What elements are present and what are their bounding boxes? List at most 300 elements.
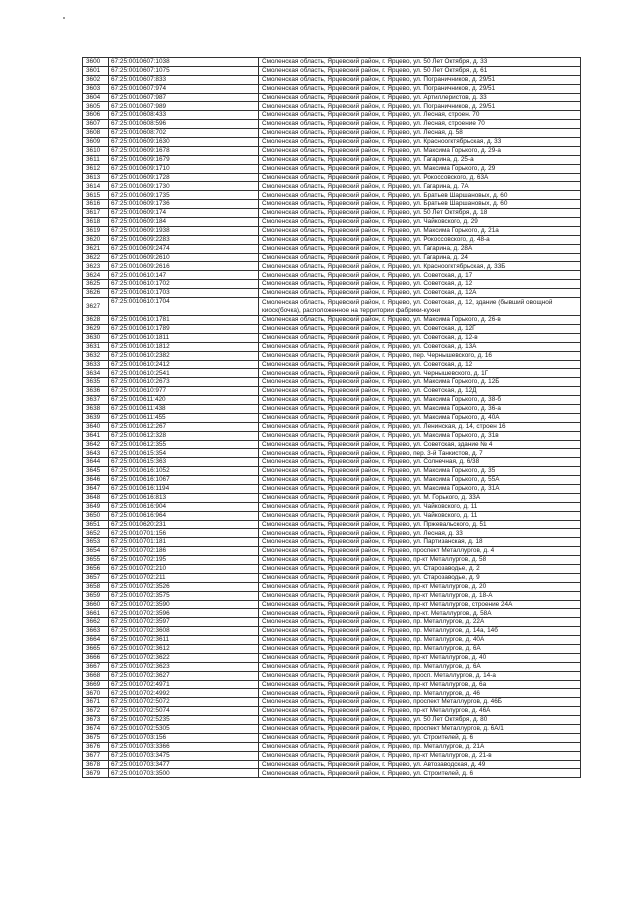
table-row <box>83 751 581 760</box>
cadastral-number-cell: 67:25:0010608:596 <box>109 120 259 129</box>
table-row <box>83 200 581 209</box>
cadastral-number-cell: 67:25:0010616:1194 <box>109 484 259 493</box>
table-row <box>83 58 581 67</box>
address-cell: Смоленская область, Ярцевский район, г. Ярцево, пр. Металлургов, д. 6А <box>259 645 581 654</box>
table-row <box>83 387 581 396</box>
row-number-cell: 3666 <box>83 653 109 662</box>
table-row <box>83 280 581 289</box>
table-row <box>83 493 581 502</box>
address-cell: Смоленская область, Ярцевский район, г. Ярцево, просп. Металлургов, д. 14-а <box>259 671 581 680</box>
table-row <box>83 404 581 413</box>
row-number-cell: 3625 <box>83 280 109 289</box>
row-number-cell: 3647 <box>83 484 109 493</box>
row-number-cell: 3652 <box>83 529 109 538</box>
row-number-cell: 3638 <box>83 404 109 413</box>
table-row <box>83 271 581 280</box>
row-number-cell: 3631 <box>83 342 109 351</box>
address-cell: Смоленская область, Ярцевский район, г. Ярцево, ул. 50 Лет Октября, д. 33 <box>259 58 581 67</box>
table-row <box>83 298 581 316</box>
table-row <box>83 378 581 387</box>
address-cell: Смоленская область, Ярцевский район, г. Ярцево, пр-кт Металлургов, д. 6а <box>259 680 581 689</box>
table-row <box>83 111 581 120</box>
address-cell: Смоленская область, Ярцевский район, г. Ярцево, пр. Металлургов, д. 22А <box>259 618 581 627</box>
cadastral-number-cell: 67:25:0010703:3477 <box>109 760 259 769</box>
address-cell: Смоленская область, Ярцевский район, г. Ярцево, пр-кт Металлургов, д. 18-А <box>259 591 581 600</box>
address-cell: Смоленская область, Ярцевский район, г. Ярцево, пр. Металлургов, д. 21А <box>259 742 581 751</box>
cadastral-number-cell: 67:25:0010610:1703 <box>109 289 259 298</box>
cadastral-number-cell: 67:25:0010702:5305 <box>109 725 259 734</box>
row-number-cell: 3639 <box>83 413 109 422</box>
row-number-cell: 3601 <box>83 66 109 75</box>
cadastral-number-cell: 67:25:0010703:3366 <box>109 742 259 751</box>
cadastral-number-cell: 67:25:0010620:231 <box>109 520 259 529</box>
cadastral-number-cell: 67:25:0010702:3622 <box>109 653 259 662</box>
address-cell: Смоленская область, Ярцевский район, г. Ярцево, пр. Металлургов, д. 6А <box>259 662 581 671</box>
table-row <box>83 529 581 538</box>
row-number-cell: 3668 <box>83 671 109 680</box>
address-cell: Смоленская область, Ярцевский район, г. Ярцево, ул. Максима Горького, д. 38-б <box>259 396 581 405</box>
address-cell: Смоленская область, Ярцевский район, г. Ярцево, ул. Советская, д. 12-в <box>259 333 581 342</box>
address-cell: Смоленская область, Ярцевский район, г. Ярцево, пер. Чернышевского, д. 16 <box>259 351 581 360</box>
cadastral-number-cell: 67:25:0010702:3526 <box>109 582 259 591</box>
row-number-cell: 3655 <box>83 556 109 565</box>
cadastral-number-cell: 67:25:0010610:2541 <box>109 369 259 378</box>
row-number-cell: 3658 <box>83 582 109 591</box>
table-row <box>83 725 581 734</box>
row-number-cell: 3607 <box>83 120 109 129</box>
row-number-cell: 3612 <box>83 164 109 173</box>
row-number-cell: 3603 <box>83 84 109 93</box>
table-row <box>83 609 581 618</box>
cadastral-number-cell: 67:25:0010610:1812 <box>109 342 259 351</box>
cadastral-number-cell: 67:25:0010701:156 <box>109 529 259 538</box>
table-row <box>83 75 581 84</box>
address-cell: Смоленская область, Ярцевский район, г. Ярцево, ул. Рокоссовского, д. 63А <box>259 173 581 182</box>
cadastral-number-cell: 67:25:0010611:420 <box>109 396 259 405</box>
address-cell: Смоленская область, Ярцевский район, г. Ярцево, ул. Рокоссовского, д. 48-а <box>259 235 581 244</box>
row-number-cell: 3630 <box>83 333 109 342</box>
row-number-cell: 3615 <box>83 191 109 200</box>
cadastral-number-cell: 67:25:0010616:813 <box>109 493 259 502</box>
row-number-cell: 3626 <box>83 289 109 298</box>
table-row <box>83 173 581 182</box>
address-cell: Смоленская область, Ярцевский район, г. Ярцево, пр-кт Металлургов, д. 21-в <box>259 751 581 760</box>
address-cell: Смоленская область, Ярцевский район, г. Ярцево, ул. Гагарина, д. 25-а <box>259 155 581 164</box>
address-cell: Смоленская область, Ярцевский район, г. Ярцево, ул. Лесная, д. 58 <box>259 129 581 138</box>
table-row <box>83 84 581 93</box>
row-number-cell: 3624 <box>83 271 109 280</box>
table-row <box>83 582 581 591</box>
address-cell: Смоленская область, Ярцевский район, г. Ярцево, ул. Пограничников, д. 29/51 <box>259 102 581 111</box>
address-cell: Смоленская область, Ярцевский район, г. Ярцево, ул. Чайковского, д. 11 <box>259 511 581 520</box>
cadastral-number-cell: 67:25:0010703:3500 <box>109 769 259 778</box>
cadastral-number-cell: 67:25:0010609:1630 <box>109 138 259 147</box>
cadastral-number-cell: 67:25:0010610:1789 <box>109 324 259 333</box>
cadastral-number-cell: 67:25:0010702:3623 <box>109 662 259 671</box>
address-cell: Смоленская область, Ярцевский район, г. Ярцево, ул. Максима Горького, д. 29-а <box>259 146 581 155</box>
row-number-cell: 3670 <box>83 689 109 698</box>
cadastral-number-cell: 67:25:0010702:3596 <box>109 609 259 618</box>
address-cell: Смоленская область, Ярцевский район, г. Ярцево, пр-кт Металлургов, д. 46А <box>259 707 581 716</box>
table-row <box>83 253 581 262</box>
row-number-cell: 3616 <box>83 200 109 209</box>
row-number-cell: 3643 <box>83 449 109 458</box>
cadastral-number-cell: 67:25:0010608:702 <box>109 129 259 138</box>
address-cell: Смоленская область, Ярцевский район, г. Ярцево, пр-кт Металлургов, д. 40 <box>259 653 581 662</box>
row-number-cell: 3617 <box>83 209 109 218</box>
table-row <box>83 422 581 431</box>
cadastral-number-cell: 67:25:0010702:3627 <box>109 671 259 680</box>
address-cell: Смоленская область, Ярцевский район, г. Ярцево, ул. Чайковского, д. 11 <box>259 502 581 511</box>
table-row <box>83 618 581 627</box>
table-row <box>83 342 581 351</box>
row-number-cell: 3611 <box>83 155 109 164</box>
row-number-cell: 3604 <box>83 93 109 102</box>
address-cell: Смоленская область, Ярцевский район, г. Ярцево, ул. Лесная, д. 33 <box>259 529 581 538</box>
table-row <box>83 164 581 173</box>
address-cell: Смоленская область, Ярцевский район, г. Ярцево, ул. Максима Горького, д. 31А <box>259 484 581 493</box>
row-number-cell: 3608 <box>83 129 109 138</box>
table-row <box>83 440 581 449</box>
row-number-cell: 3627 <box>83 298 109 316</box>
table-row <box>83 547 581 556</box>
row-number-cell: 3649 <box>83 502 109 511</box>
cadastral-number-cell: 67:25:0010702:3597 <box>109 618 259 627</box>
table-row <box>83 760 581 769</box>
table-row <box>83 396 581 405</box>
table-row <box>83 689 581 698</box>
table-row <box>83 226 581 235</box>
cadastral-number-cell: 67:25:0010607:989 <box>109 102 259 111</box>
row-number-cell: 3619 <box>83 226 109 235</box>
address-cell: Смоленская область, Ярцевский район, г. Ярцево, ул. Автозаводская, д. 49 <box>259 760 581 769</box>
cadastral-number-cell: 67:25:0010703:3475 <box>109 751 259 760</box>
table-row <box>83 120 581 129</box>
address-cell: Смоленская область, Ярцевский район, г. Ярцево, ул. Максима Горького, д. 26-в <box>259 316 581 325</box>
row-number-cell: 3665 <box>83 645 109 654</box>
table-row <box>83 351 581 360</box>
row-number-cell: 3677 <box>83 751 109 760</box>
table-row <box>83 627 581 636</box>
cadastral-number-cell: 67:25:0010610:2412 <box>109 360 259 369</box>
row-number-cell: 3671 <box>83 698 109 707</box>
table-row <box>83 653 581 662</box>
address-cell: Смоленская область, Ярцевский район, г. Ярцево, ул. Советская, д. 12 <box>259 360 581 369</box>
address-cell: Смоленская область, Ярцевский район, г. Ярцево, ул. Максима Горького, д. 29 <box>259 164 581 173</box>
cadastral-number-cell: 67:25:0010612:328 <box>109 431 259 440</box>
row-number-cell: 3618 <box>83 218 109 227</box>
row-number-cell: 3654 <box>83 547 109 556</box>
register-table-body <box>83 58 581 778</box>
row-number-cell: 3632 <box>83 351 109 360</box>
cadastral-number-cell: 67:25:0010616:1067 <box>109 476 259 485</box>
row-number-cell: 3651 <box>83 520 109 529</box>
cadastral-number-cell: 67:25:0010702:4971 <box>109 680 259 689</box>
table-row <box>83 218 581 227</box>
table-row <box>83 707 581 716</box>
table-row <box>83 733 581 742</box>
cadastral-number-cell: 67:25:0010702:3612 <box>109 645 259 654</box>
table-row <box>83 235 581 244</box>
row-number-cell: 3621 <box>83 244 109 253</box>
address-cell: Смоленская область, Ярцевский район, г. Ярцево, ул. Красноогктябрьская, д. 33 <box>259 138 581 147</box>
address-cell: Смоленская область, Ярцевский район, г. Ярцево, ул. Пограничников, д. 29/51 <box>259 84 581 93</box>
cadastral-number-cell: 67:25:0010611:455 <box>109 413 259 422</box>
cadastral-number-cell: 67:25:0010610:2382 <box>109 351 259 360</box>
address-cell: Смоленская область, Ярцевский район, г. Ярцево, ул. Советская, д. 13А <box>259 342 581 351</box>
row-number-cell: 3676 <box>83 742 109 751</box>
cadastral-number-cell: 67:25:0010702:5072 <box>109 698 259 707</box>
address-cell: Смоленская область, Ярцевский район, г. Ярцево, ул. Советская, д. 17 <box>259 271 581 280</box>
table-row <box>83 289 581 298</box>
cadastral-number-cell: 67:25:0010615:354 <box>109 449 259 458</box>
table-row <box>83 458 581 467</box>
address-cell: Смоленская область, Ярцевский район, г. Ярцево, ул. Гагарина, д. 24 <box>259 253 581 262</box>
cadastral-number-cell: 67:25:0010609:1938 <box>109 226 259 235</box>
address-cell: Смоленская область, Ярцевский район, г. Ярцево, ул. Строителей, д. 6 <box>259 769 581 778</box>
cadastral-number-cell: 67:25:0010609:2283 <box>109 235 259 244</box>
address-cell: Смоленская область, Ярцевский район, г. Ярцево, ул. Лесная, строен. 70 <box>259 111 581 120</box>
cadastral-number-cell: 67:25:0010609:1730 <box>109 182 259 191</box>
row-number-cell: 3609 <box>83 138 109 147</box>
cadastral-number-cell: 67:25:0010702:5235 <box>109 716 259 725</box>
table-row <box>83 600 581 609</box>
table-row <box>83 645 581 654</box>
address-cell: Смоленская область, Ярцевский район, г. Ярцево, ул. Старозаводье, д. 2 <box>259 564 581 573</box>
table-row <box>83 449 581 458</box>
table-row <box>83 431 581 440</box>
row-number-cell: 3622 <box>83 253 109 262</box>
row-number-cell: 3614 <box>83 182 109 191</box>
address-cell: Смоленская область, Ярцевский район, г. Ярцево, ул. Артиллеристов, д. 33 <box>259 93 581 102</box>
row-number-cell: 3662 <box>83 618 109 627</box>
row-number-cell: 3644 <box>83 458 109 467</box>
table-row <box>83 369 581 378</box>
table-row <box>83 716 581 725</box>
row-number-cell: 3641 <box>83 431 109 440</box>
cadastral-number-cell: 67:25:0010609:184 <box>109 218 259 227</box>
address-cell: Смоленская область, Ярцевский район, г. Ярцево, ул. 50 Лет Октября, д. 80 <box>259 716 581 725</box>
cadastral-number-cell: 67:25:0010610:1781 <box>109 316 259 325</box>
cadastral-number-cell: 67:25:0010702:210 <box>109 564 259 573</box>
row-number-cell: 3656 <box>83 564 109 573</box>
cadastral-number-cell: 67:25:0010702:3590 <box>109 600 259 609</box>
cadastral-number-cell: 67:25:0010607:987 <box>109 93 259 102</box>
row-number-cell: 3606 <box>83 111 109 120</box>
cadastral-number-cell: 67:25:0010702:3575 <box>109 591 259 600</box>
row-number-cell: 3675 <box>83 733 109 742</box>
cadastral-number-cell: 67:25:0010702:211 <box>109 573 259 582</box>
row-number-cell: 3628 <box>83 316 109 325</box>
table-row <box>83 662 581 671</box>
row-number-cell: 3664 <box>83 636 109 645</box>
table-row <box>83 502 581 511</box>
table-row <box>83 556 581 565</box>
table-row <box>83 484 581 493</box>
cadastral-number-cell: 67:25:0010610:1702 <box>109 280 259 289</box>
row-number-cell: 3645 <box>83 467 109 476</box>
row-number-cell: 3659 <box>83 591 109 600</box>
row-number-cell: 3657 <box>83 573 109 582</box>
address-cell: Смоленская область, Ярцевский район, г. Ярцево, ул. 50 Лет Октября, д. 61 <box>259 66 581 75</box>
address-cell: Смоленская область, Ярцевский район, г. Ярцево, ул. Максима Горького, д. 21а <box>259 226 581 235</box>
row-number-cell: 3653 <box>83 538 109 547</box>
table-row <box>83 244 581 253</box>
address-cell: Смоленская область, Ярцевский район, г. Ярцево, ул. Лесная, строение 70 <box>259 120 581 129</box>
table-row <box>83 511 581 520</box>
cadastral-number-cell: 67:25:0010609:2474 <box>109 244 259 253</box>
row-number-cell: 3610 <box>83 146 109 155</box>
table-row <box>83 680 581 689</box>
table-row <box>83 591 581 600</box>
address-cell: Смоленская область, Ярцевский район, г. Ярцево, ул. Максима Горького, д. 31в <box>259 431 581 440</box>
address-cell: Смоленская область, Ярцевский район, г. Ярцево, ул. Советская, д. 12Г <box>259 324 581 333</box>
table-row <box>83 564 581 573</box>
row-number-cell: 3629 <box>83 324 109 333</box>
table-row <box>83 129 581 138</box>
row-number-cell: 3660 <box>83 600 109 609</box>
table-row <box>83 636 581 645</box>
table-row <box>83 413 581 422</box>
row-number-cell: 3602 <box>83 75 109 84</box>
cadastral-number-cell: 67:25:0010607:1075 <box>109 66 259 75</box>
address-cell: Смоленская область, Ярцевский район, г. Ярцево, проспект Металлургов, д. 46Б <box>259 698 581 707</box>
address-cell: Смоленская область, Ярцевский район, г. Ярцево, ул. Максима Горького, д. 36-а <box>259 404 581 413</box>
table-row <box>83 209 581 218</box>
address-cell: Смоленская область, Ярцевский район, г. Ярцево, пр. Металлургов, д. 40А <box>259 636 581 645</box>
address-cell: Смоленская область, Ярцевский район, г. Ярцево, пр-кт Металлургов, д. 20 <box>259 582 581 591</box>
address-cell: Смоленская область, Ярцевский район, г. Ярцево, ул. Братьев Шаршановых, д. 60 <box>259 200 581 209</box>
address-cell: Смоленская область, Ярцевский район, г. Ярцево, пр. Металлургов, д. 14а, 14б <box>259 627 581 636</box>
row-number-cell: 3640 <box>83 422 109 431</box>
address-cell: Смоленская область, Ярцевский район, г. Ярцево, пр-кт Металлургов, д. 58 <box>259 556 581 565</box>
row-number-cell: 3605 <box>83 102 109 111</box>
table-row <box>83 191 581 200</box>
table-row <box>83 182 581 191</box>
table-row <box>83 476 581 485</box>
row-number-cell: 3600 <box>83 58 109 67</box>
cadastral-number-cell: 67:25:0010703:156 <box>109 733 259 742</box>
row-number-cell: 3634 <box>83 369 109 378</box>
cadastral-number-cell: 67:25:0010607:1038 <box>109 58 259 67</box>
address-cell: Смоленская область, Ярцевский район, г. Ярцево, ул. Советская, д. 12Д <box>259 387 581 396</box>
cadastral-number-cell: 67:25:0010610:1811 <box>109 333 259 342</box>
cadastral-number-cell: 67:25:0010609:1678 <box>109 146 259 155</box>
cadastral-number-cell: 67:25:0010610:977 <box>109 387 259 396</box>
row-number-cell: 3635 <box>83 378 109 387</box>
cadastral-number-cell: 67:25:0010616:964 <box>109 511 259 520</box>
address-cell: Смоленская область, Ярцевский район, г. Ярцево, ул. Максима Горького, д. 12Б <box>259 378 581 387</box>
scan-speck <box>63 17 65 19</box>
table-row <box>83 66 581 75</box>
table-row <box>83 324 581 333</box>
address-cell: Смоленская область, Ярцевский район, г. Ярцево, ул. Максима Горького, д. 35 <box>259 467 581 476</box>
cadastral-number-cell: 67:25:0010615:363 <box>109 458 259 467</box>
cadastral-number-cell: 67:25:0010607:974 <box>109 84 259 93</box>
address-cell: Смоленская область, Ярцевский район, г. Ярцево, ул. Старозаводье, д. 9 <box>259 573 581 582</box>
cadastral-number-cell: 67:25:0010610:147 <box>109 271 259 280</box>
address-cell: Смоленская область, Ярцевский район, г. Ярцево, ул. Максима Горького, д. 40А <box>259 413 581 422</box>
address-cell: Смоленская область, Ярцевский район, г. Ярцево, ул. Ленинская, д. 14, строен 16 <box>259 422 581 431</box>
property-register-table <box>82 57 581 778</box>
row-number-cell: 3613 <box>83 173 109 182</box>
address-cell: Смоленская область, Ярцевский район, г. Ярцево, проспект Металлургов, д. 4 <box>259 547 581 556</box>
table-row <box>83 467 581 476</box>
row-number-cell: 3661 <box>83 609 109 618</box>
cadastral-number-cell: 67:25:0010609:1710 <box>109 164 259 173</box>
row-number-cell: 3636 <box>83 387 109 396</box>
row-number-cell: 3678 <box>83 760 109 769</box>
address-cell: Смоленская область, Ярцевский район, г. Ярцево, ул. 50 Лет Октября, д. 18 <box>259 209 581 218</box>
cadastral-number-cell: 67:25:0010609:1735 <box>109 191 259 200</box>
address-cell: Смоленская область, Ярцевский район, г. Ярцево, ул. Пограничников, д. 29/51 <box>259 75 581 84</box>
address-cell: Смоленская область, Ярцевский район, г. Ярцево, ул. Советская, д. 12 <box>259 280 581 289</box>
row-number-cell: 3669 <box>83 680 109 689</box>
row-number-cell: 3667 <box>83 662 109 671</box>
address-cell: Смоленская область, Ярцевский район, г. Ярцево, ул. Советская, д. 12А <box>259 289 581 298</box>
row-number-cell: 3633 <box>83 360 109 369</box>
cadastral-number-cell: 67:25:0010610:1704 <box>109 298 259 316</box>
cadastral-number-cell: 67:25:0010616:904 <box>109 502 259 511</box>
cadastral-number-cell: 67:25:0010607:833 <box>109 75 259 84</box>
address-cell: Смоленская область, Ярцевский район, г. Ярцево, ул. Гагарина, д. 7А <box>259 182 581 191</box>
table-row <box>83 262 581 271</box>
cadastral-number-cell: 67:25:0010609:174 <box>109 209 259 218</box>
table-row <box>83 155 581 164</box>
table-row <box>83 573 581 582</box>
address-cell: Смоленская область, Ярцевский район, г. Ярцево, пер. 3-й Танкистов, д. 7 <box>259 449 581 458</box>
address-cell: Смоленская область, Ярцевский район, г. Ярцево, ул. Гагарина, д. 28А <box>259 244 581 253</box>
cadastral-number-cell: 67:25:0010608:433 <box>109 111 259 120</box>
cadastral-number-cell: 67:25:0010702:3611 <box>109 636 259 645</box>
address-cell: Смоленская область, Ярцевский район, г. Ярцево, ул. Красноогктябрьская, д. 33Б <box>259 262 581 271</box>
cadastral-number-cell: 67:25:0010611:438 <box>109 404 259 413</box>
cadastral-number-cell: 67:25:0010609:1679 <box>109 155 259 164</box>
cadastral-number-cell: 67:25:0010612:267 <box>109 422 259 431</box>
table-row <box>83 742 581 751</box>
table-row <box>83 146 581 155</box>
row-number-cell: 3620 <box>83 235 109 244</box>
address-cell: Смоленская область, Ярцевский район, г. Ярцево, ул. Советская, здание № 4 <box>259 440 581 449</box>
table-row <box>83 102 581 111</box>
cadastral-number-cell: 67:25:0010702:5074 <box>109 707 259 716</box>
address-cell: Смоленская область, Ярцевский район, г. Ярцево, пр-кт Металлургов, строение 24А <box>259 600 581 609</box>
cadastral-number-cell: 67:25:0010609:2616 <box>109 262 259 271</box>
cadastral-number-cell: 67:25:0010609:1728 <box>109 173 259 182</box>
table-row <box>83 333 581 342</box>
address-cell: Смоленская область, Ярцевский район, г. Ярцево, пр-кт. Металлургов, д. 58А <box>259 609 581 618</box>
address-cell: Смоленская область, Ярцевский район, г. Ярцево, проспект Металлургов, д. 6А/1 <box>259 725 581 734</box>
table-row <box>83 93 581 102</box>
row-number-cell: 3650 <box>83 511 109 520</box>
address-cell: Смоленская область, Ярцевский район, г. Ярцево, ул. Пржевальского, д. 51 <box>259 520 581 529</box>
cadastral-number-cell: 67:25:0010616:1052 <box>109 467 259 476</box>
table-row <box>83 316 581 325</box>
row-number-cell: 3679 <box>83 769 109 778</box>
address-cell: Смоленская область, Ярцевский район, г. Ярцево, ул. Строителей, д. 6 <box>259 733 581 742</box>
row-number-cell: 3674 <box>83 725 109 734</box>
row-number-cell: 3642 <box>83 440 109 449</box>
row-number-cell: 3663 <box>83 627 109 636</box>
table-row <box>83 671 581 680</box>
cadastral-number-cell: 67:25:0010610:2673 <box>109 378 259 387</box>
cadastral-number-cell: 67:25:0010702:4992 <box>109 689 259 698</box>
row-number-cell: 3623 <box>83 262 109 271</box>
table-row <box>83 520 581 529</box>
row-number-cell: 3637 <box>83 396 109 405</box>
table-row <box>83 698 581 707</box>
cadastral-number-cell: 67:25:0010609:1736 <box>109 200 259 209</box>
